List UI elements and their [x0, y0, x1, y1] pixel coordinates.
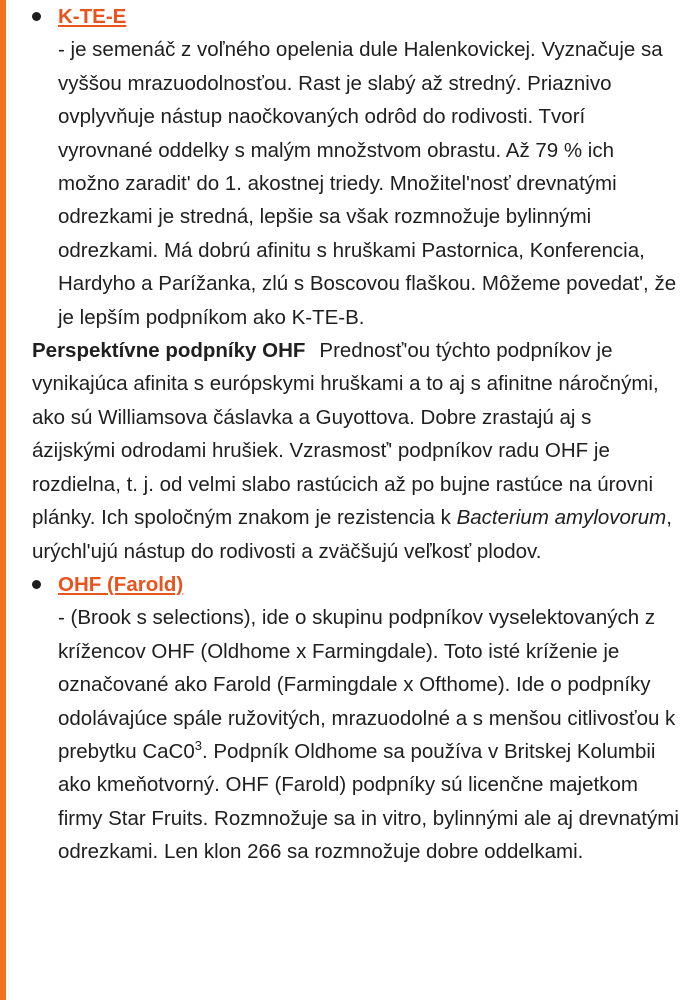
- k-te-e-description: - je semenáč z voľného opelenia dule Halenkovickej. Vyznačuje sa vyššou mrazuodolnosťou. Rast je slabý až stredný. Priaznivo ovplyvňuje nástup naočkovaných odrôd do rodivosti. Tvorí vyrovnané oddelky s malým množstvom obrastu. Až 79 % ich možno zaradit' do 1. akostnej triedy. Množitel'nosť drevnatými odrezkami je stredná, lepšie sa však rozmnožuje bylinnými odrezkami. Má dobrú afinitu s hruškami Pastornica, Konferencia, Hardyho a Parížanka, zlú s Boscovou flaškou. Môžeme povedat', že je lepším podpníkom ako K-TE-B.: [58, 38, 677, 329]
- ohf-section-species: Bacterium amylovorum: [456, 506, 667, 530]
- ohf-farold-description: [58, 601, 680, 868]
- ohf-section-heading: Perspektívne podpníky OHF: [32, 339, 306, 363]
- article-body: [32, 0, 680, 869]
- ohf-section-text-2: , urýchl'ujú nástup do rodivosti a zväčšujú veľkosť plodov.: [32, 506, 672, 563]
- ohf-farold-text-2: . Podpník Oldhome sa používa v Britskej Kolumbii ako kmeňotvorný. OHF (Farold) podpníky sú licenčne majetkom firmy Star Fruits. Rozmnožuje sa in vitro, bylinnými ale aj drevnatými odrezkami. Len klon 266 sa rozmnožuje dobre oddelkami.: [58, 739, 679, 864]
- bullet-icon: [32, 580, 41, 589]
- list-item-k-te-e: [32, 0, 680, 334]
- ohf-farold-text-1: - (Brook s selections), ide o skupinu podpníkov vyselektovaných z krížencov OHF (Oldhome x Farmingdale). Toto isté kríženie je označované ako Farold (Farmingdale x Ofthome). Ide o podpníky odolávajúce spále ružovitých, mrazuodolné a s menšou citlivosťou k prebytku CaC0: [58, 606, 676, 763]
- list-item-ohf-farold: [32, 568, 680, 869]
- k-te-e-link[interactable]: K-TE-E: [58, 5, 127, 28]
- ohf-farold-link[interactable]: OHF (Farold): [58, 572, 184, 596]
- ohf-section-paragraph: [32, 334, 680, 568]
- accent-bar: [0, 0, 6, 1000]
- ohf-farold-superscript: 3: [194, 738, 202, 754]
- bullet-icon: [32, 12, 41, 21]
- ohf-section-text-1: Prednosť'ou týchto podpníkov je vynikajúca afinita s európskymi hruškami a to aj s afinitne náročnými, ako sú Williamsova čáslavka a Guyottova. Dobre zrastajú aj s ázijskými odrodami hrušiek. Vzrasmosť' podpníkov radu OHF je rozdielna, t. j. od velmi slabo rastúcich až po bujne rastúce na úrovni plánky. Ich spoločným znakom je rezistencia k: [32, 339, 659, 530]
